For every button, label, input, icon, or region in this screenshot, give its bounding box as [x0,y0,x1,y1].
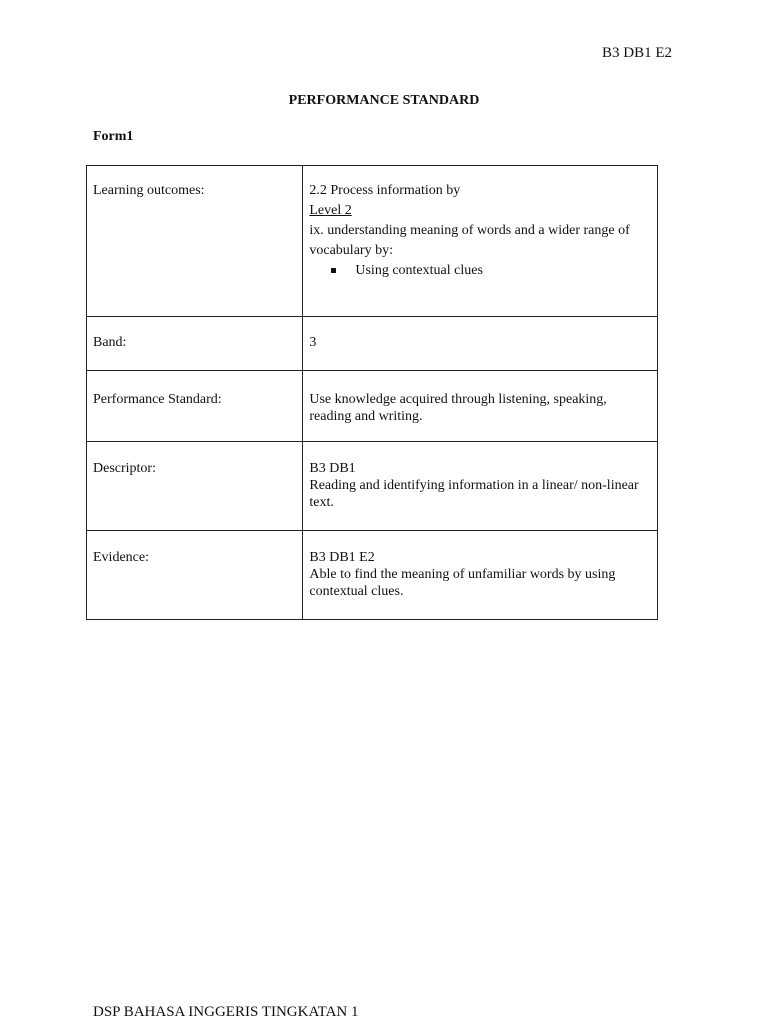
table-row-performance-standard [87,371,658,442]
learning-outcomes-label: Learning outcomes: [87,166,303,317]
table-row-evidence [87,531,658,620]
page-title: PERFORMANCE STANDARD [288,93,480,108]
performance-standard-value: Use knowledge acquired through listening, speaking, reading and writing. [303,371,658,442]
table-row-learning-outcomes [87,166,658,317]
learning-outcomes-line1: 2.2 Process information by [309,183,461,198]
learning-outcomes-description: ix. understanding meaning of words and a wider range of vocabulary by: [309,223,630,258]
list-item [331,261,651,281]
performance-standard-table [86,165,658,620]
evidence-code: B3 DB1 E2 [309,550,375,565]
descriptor-text: Reading and identifying information in a linear/ non-linear text. [309,478,639,510]
band-value: 3 [303,317,658,371]
square-bullet-icon [331,268,336,273]
band-label: Band: [87,317,303,371]
performance-standard-label: Performance Standard: [87,371,303,442]
table-row-descriptor [87,442,658,531]
evidence-label: Evidence: [87,531,303,620]
descriptor-label: Descriptor: [87,442,303,531]
descriptor-value [303,442,658,531]
evidence-value [303,531,658,620]
descriptor-code: B3 DB1 [309,461,356,476]
learning-outcomes-bullet-list [309,261,651,281]
bullet-text: Using contextual clues [355,263,483,278]
page-code: B3 DB1 E2 [602,45,673,61]
page-footer: DSP BAHASA INGGERIS TINGKATAN 1 [93,1004,359,1020]
learning-outcomes-value [303,166,658,317]
table-row-band [87,317,658,371]
learning-outcomes-level: Level 2 [309,203,352,218]
form-label: Form1 [93,129,134,144]
evidence-text: Able to find the meaning of unfamiliar words by using contextual clues. [309,567,616,599]
